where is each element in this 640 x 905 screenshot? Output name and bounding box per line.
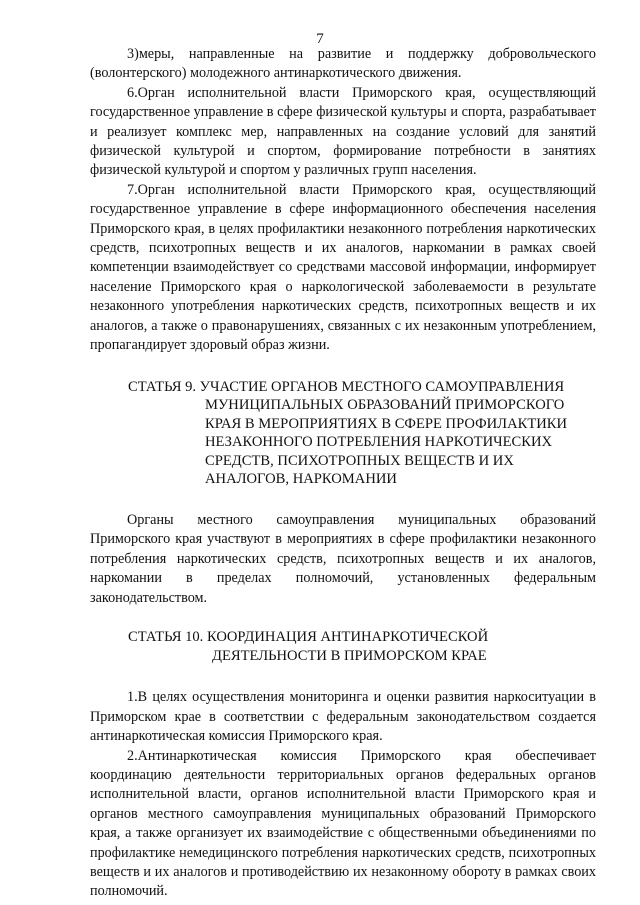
article-9-heading-line: МУНИЦИПАЛЬНЫХ ОБРАЗОВАНИЙ ПРИМОРСКОГО bbox=[205, 397, 565, 414]
article-9-heading-line: НЕЗАКОННОГО ПОТРЕБЛЕНИЯ НАРКОТИЧЕСКИХ bbox=[205, 434, 553, 451]
page-content bbox=[90, 45, 596, 902]
article-10-heading bbox=[90, 628, 596, 665]
paragraph-3-volunteer: 3)меры, направленные на развитие и поддержку добровольческого (волонтерского) молодежного антинаркотического движения. bbox=[90, 46, 596, 82]
article-10-heading-line: СТАТЬЯ 10. КООРДИНАЦИЯ АНТИНАРКОТИЧЕСКОЙ bbox=[128, 629, 489, 646]
article-10-paragraph-1: 1.В целях осуществления мониторинга и оценки развития наркоситуации в Приморском крае в соответствии с федеральным законодательством создается антинаркотическая комиссия Приморского края. bbox=[90, 689, 596, 745]
paragraph-7-information: 7.Орган исполнительной власти Приморского края, осуществляющий государственное управление в сфере информационного обеспечения населения Приморского края, в целях профилактики незаконного потребления наркотических средств, психотропных веществ и их аналогов, наркомании в рамках своей компетенции взаимодействует со средствами массовой информации, информирует население Приморского края о наркологической заболеваемости в результате незаконного употребления наркотических средств, психотропных веществ и их аналогов, а также о правонарушениях, связанных с их незаконным употреблением, пропагандирует здоровый образ жизни. bbox=[90, 181, 596, 354]
article-9-paragraph: Органы местного самоуправления муниципальных образований Приморского края участвуют в мероприятиях в сфере профилактики незаконного потребления наркотических средств, психотропных веществ и их аналогов, наркомании в пределах полномочий, установленных федеральным законодательством. bbox=[90, 512, 596, 606]
article-9-heading-line: СТАТЬЯ 9. УЧАСТИЕ ОРГАНОВ МЕСТНОГО САМОУПРАВЛЕНИЯ bbox=[128, 378, 565, 395]
article-9-heading-line: КРАЯ В МЕРОПРИЯТИЯХ В СФЕРЕ ПРОФИЛАКТИКИ bbox=[205, 415, 568, 432]
article-9-heading-line: СРЕДСТВ, ПСИХОТРОПНЫХ ВЕЩЕСТВ И ИХ bbox=[205, 452, 514, 469]
page-number: 7 bbox=[316, 31, 324, 47]
article-9-heading-line: АНАЛОГОВ, НАРКОМАНИИ bbox=[205, 471, 397, 488]
paragraph-6-sport: 6.Орган исполнительной власти Приморского края, осуществляющий государственное управление в сфере физической культуры и спорта, разрабатывает и реализует комплекс мер, направленных на создание условий для занятий физической культурой и спортом, формирование потребности в занятиях физической культурой и спортом у различных групп населения. bbox=[90, 84, 596, 179]
article-9-heading bbox=[90, 378, 596, 490]
article-10-paragraph-2: 2.Антинаркотическая комиссия Приморского края обеспечивает координацию деятельности территориальных органов федеральных органов исполнительной власти, органов исполнительной власти Приморского края и органов местного самоуправления муниципальных образований Приморского края, а также организует их взаимодействие с общественными объединениями по профилактике немедицинского потребления наркотических средств, психотропных веществ и их аналогов и противодействию их незаконному обороту в рамках своих полномочий. bbox=[90, 747, 596, 900]
article-10-heading-line: ДЕЯТЕЛЬНОСТИ В ПРИМОРСКОМ КРАЕ bbox=[212, 647, 487, 664]
